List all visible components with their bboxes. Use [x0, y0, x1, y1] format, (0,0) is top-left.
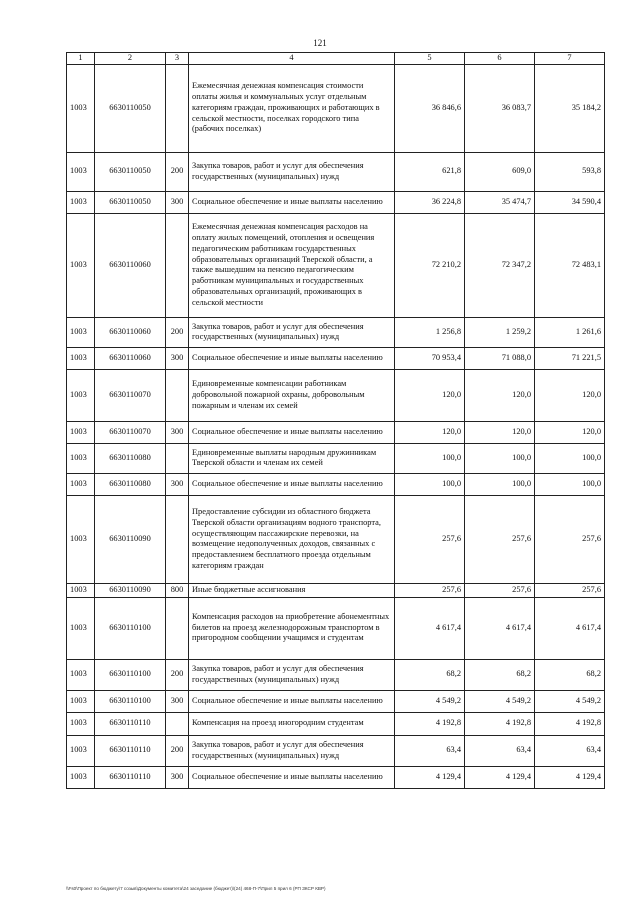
expense-description: Иные бюджетные ассигнования: [189, 583, 395, 597]
expense-description: Социальное обеспечение и иные выплаты населению: [189, 473, 395, 495]
amount-year-1: 63,4: [395, 735, 465, 766]
expense-type-code: 300: [166, 347, 189, 369]
section-code: 1003: [67, 347, 95, 369]
section-code: 1003: [67, 443, 95, 473]
amount-year-1: 120,0: [395, 421, 465, 443]
expense-description: Социальное обеспечение и иные выплаты населению: [189, 421, 395, 443]
section-code: 1003: [67, 712, 95, 735]
target-article-code: 6630110050: [95, 64, 166, 152]
section-code: 1003: [67, 766, 95, 788]
target-article-code: 6630110100: [95, 659, 166, 690]
section-code: 1003: [67, 317, 95, 347]
expense-type-code: [166, 495, 189, 583]
section-code: 1003: [67, 369, 95, 421]
amount-year-2: 257,6: [465, 495, 535, 583]
amount-year-2: 257,6: [465, 583, 535, 597]
table-row: [67, 583, 605, 597]
file-path-footer: \\Fs0\Проект по бюджету\7 созыв\Документы комитета\24 заседание (бюджет)\(24) 468-П-7\Прил 5 прил 6 (РП ЗКСР КВР): [66, 886, 326, 891]
column-header: 6: [465, 53, 535, 65]
amount-year-2: 100,0: [465, 443, 535, 473]
amount-year-3: 71 221,5: [535, 347, 605, 369]
section-code: 1003: [67, 495, 95, 583]
section-code: 1003: [67, 583, 95, 597]
amount-year-1: 36 846,6: [395, 64, 465, 152]
table-row: [67, 712, 605, 735]
section-code: 1003: [67, 659, 95, 690]
amount-year-3: 593,8: [535, 152, 605, 191]
table-row: [67, 443, 605, 473]
table-row: [67, 369, 605, 421]
amount-year-1: 72 210,2: [395, 213, 465, 317]
page-number: 121: [313, 38, 327, 48]
target-article-code: 6630110050: [95, 191, 166, 213]
expense-type-code: 300: [166, 473, 189, 495]
target-article-code: 6630110050: [95, 152, 166, 191]
amount-year-3: 120,0: [535, 421, 605, 443]
amount-year-3: 68,2: [535, 659, 605, 690]
column-header: 1: [67, 53, 95, 65]
amount-year-1: 70 953,4: [395, 347, 465, 369]
section-code: 1003: [67, 597, 95, 659]
table-row: [67, 690, 605, 712]
expense-description: Закупка товаров, работ и услуг для обеспечения государственных (муниципальных) нужд: [189, 659, 395, 690]
amount-year-2: 1 259,2: [465, 317, 535, 347]
section-code: 1003: [67, 213, 95, 317]
amount-year-1: 4 129,4: [395, 766, 465, 788]
target-article-code: 6630110110: [95, 735, 166, 766]
expense-type-code: 200: [166, 659, 189, 690]
expense-description: Социальное обеспечение и иные выплаты населению: [189, 690, 395, 712]
expense-type-code: [166, 213, 189, 317]
target-article-code: 6630110100: [95, 597, 166, 659]
column-header: 7: [535, 53, 605, 65]
amount-year-3: 4 129,4: [535, 766, 605, 788]
amount-year-2: 35 474,7: [465, 191, 535, 213]
table-row: [67, 735, 605, 766]
expense-description: Социальное обеспечение и иные выплаты населению: [189, 191, 395, 213]
amount-year-1: 100,0: [395, 443, 465, 473]
amount-year-3: 72 483,1: [535, 213, 605, 317]
section-code: 1003: [67, 735, 95, 766]
amount-year-2: 120,0: [465, 369, 535, 421]
target-article-code: 6630110060: [95, 317, 166, 347]
expense-description: Ежемесячная денежная компенсация стоимости оплаты жилья и коммунальных услуг отдельным категориям граждан, проживающих и работающих в сельской местности, поселках городского типа (рабочих поселках): [189, 64, 395, 152]
amount-year-3: 1 261,6: [535, 317, 605, 347]
target-article-code: 6630110070: [95, 369, 166, 421]
amount-year-1: 621,8: [395, 152, 465, 191]
amount-year-2: 63,4: [465, 735, 535, 766]
target-article-code: 6630110060: [95, 213, 166, 317]
amount-year-3: 100,0: [535, 443, 605, 473]
expense-type-code: 300: [166, 191, 189, 213]
amount-year-3: 63,4: [535, 735, 605, 766]
target-article-code: 6630110070: [95, 421, 166, 443]
target-article-code: 6630110110: [95, 712, 166, 735]
budget-table: [66, 52, 605, 789]
target-article-code: 6630110090: [95, 495, 166, 583]
table-row: [67, 64, 605, 152]
expense-description: Компенсация расходов на приобретение абонементных билетов на проезд железнодорожным транспортом в пригородном сообщении учащимся и студентам: [189, 597, 395, 659]
amount-year-2: 4 129,4: [465, 766, 535, 788]
expense-type-code: 300: [166, 766, 189, 788]
expense-type-code: 300: [166, 690, 189, 712]
amount-year-2: 36 083,7: [465, 64, 535, 152]
expense-type-code: [166, 443, 189, 473]
target-article-code: 6630110090: [95, 583, 166, 597]
amount-year-3: 257,6: [535, 495, 605, 583]
target-article-code: 6630110080: [95, 443, 166, 473]
expense-description: Закупка товаров, работ и услуг для обеспечения государственных (муниципальных) нужд: [189, 735, 395, 766]
table-row: [67, 766, 605, 788]
expense-description: Компенсация на проезд иногородним студентам: [189, 712, 395, 735]
expense-description: Закупка товаров, работ и услуг для обеспечения государственных (муниципальных) нужд: [189, 317, 395, 347]
amount-year-3: 4 549,2: [535, 690, 605, 712]
section-code: 1003: [67, 64, 95, 152]
amount-year-1: 4 549,2: [395, 690, 465, 712]
expense-type-code: 200: [166, 152, 189, 191]
expense-description: Социальное обеспечение и иные выплаты населению: [189, 347, 395, 369]
target-article-code: 6630110080: [95, 473, 166, 495]
column-header: 5: [395, 53, 465, 65]
amount-year-3: 4 192,8: [535, 712, 605, 735]
amount-year-1: 36 224,8: [395, 191, 465, 213]
section-code: 1003: [67, 690, 95, 712]
expense-description: Единовременные выплаты народным дружинникам Тверской области и членам их семей: [189, 443, 395, 473]
amount-year-1: 120,0: [395, 369, 465, 421]
expense-type-code: 200: [166, 735, 189, 766]
amount-year-2: 120,0: [465, 421, 535, 443]
expense-type-code: 300: [166, 421, 189, 443]
table-row: [67, 152, 605, 191]
table-row: [67, 659, 605, 690]
table-row: [67, 213, 605, 317]
expense-description: Закупка товаров, работ и услуг для обеспечения государственных (муниципальных) нужд: [189, 152, 395, 191]
amount-year-3: 34 590,4: [535, 191, 605, 213]
table-row: [67, 473, 605, 495]
section-code: 1003: [67, 421, 95, 443]
table-row: [67, 421, 605, 443]
target-article-code: 6630110060: [95, 347, 166, 369]
section-code: 1003: [67, 152, 95, 191]
table-row: [67, 597, 605, 659]
column-header: 3: [166, 53, 189, 65]
amount-year-1: 100,0: [395, 473, 465, 495]
amount-year-3: 35 184,2: [535, 64, 605, 152]
section-code: 1003: [67, 191, 95, 213]
expense-type-code: [166, 597, 189, 659]
target-article-code: 6630110100: [95, 690, 166, 712]
expense-type-code: [166, 712, 189, 735]
amount-year-1: 257,6: [395, 583, 465, 597]
expense-description: Социальное обеспечение и иные выплаты населению: [189, 766, 395, 788]
amount-year-2: 4 192,8: [465, 712, 535, 735]
expense-type-code: 200: [166, 317, 189, 347]
amount-year-2: 72 347,2: [465, 213, 535, 317]
amount-year-3: 4 617,4: [535, 597, 605, 659]
section-code: 1003: [67, 473, 95, 495]
amount-year-2: 4 549,2: [465, 690, 535, 712]
table-row: [67, 317, 605, 347]
amount-year-2: 68,2: [465, 659, 535, 690]
amount-year-3: 120,0: [535, 369, 605, 421]
column-header: 4: [189, 53, 395, 65]
amount-year-1: 4 192,8: [395, 712, 465, 735]
amount-year-2: 71 088,0: [465, 347, 535, 369]
amount-year-1: 1 256,8: [395, 317, 465, 347]
expense-type-code: [166, 64, 189, 152]
column-header: 2: [95, 53, 166, 65]
amount-year-2: 100,0: [465, 473, 535, 495]
expense-type-code: [166, 369, 189, 421]
amount-year-1: 257,6: [395, 495, 465, 583]
expense-description: Предоставление субсидии из областного бюджета Тверской области организациям водного транспорта, осуществляющим пассажирские перевозки, на возмещение недополученных доходов, связанных с предоставлением бесплатного проезда отдельным категориям граждан: [189, 495, 395, 583]
header-row: [67, 53, 605, 65]
expense-type-code: 800: [166, 583, 189, 597]
amount-year-1: 68,2: [395, 659, 465, 690]
table-row: [67, 191, 605, 213]
amount-year-3: 257,6: [535, 583, 605, 597]
expense-description: Единовременные компенсации работникам добровольной пожарной охраны, добровольным пожарным и членам их семей: [189, 369, 395, 421]
amount-year-3: 100,0: [535, 473, 605, 495]
expense-description: Ежемесячная денежная компенсация расходов на оплату жилых помещений, отопления и освещения педагогическим работникам государственных образовательных организаций Тверской области, а также вышедшим на пенсию педагогическим работникам муниципальных и государственных образовательных организаций, проживающих в сельской местности: [189, 213, 395, 317]
target-article-code: 6630110110: [95, 766, 166, 788]
table-row: [67, 495, 605, 583]
table-row: [67, 347, 605, 369]
amount-year-2: 4 617,4: [465, 597, 535, 659]
amount-year-1: 4 617,4: [395, 597, 465, 659]
amount-year-2: 609,0: [465, 152, 535, 191]
